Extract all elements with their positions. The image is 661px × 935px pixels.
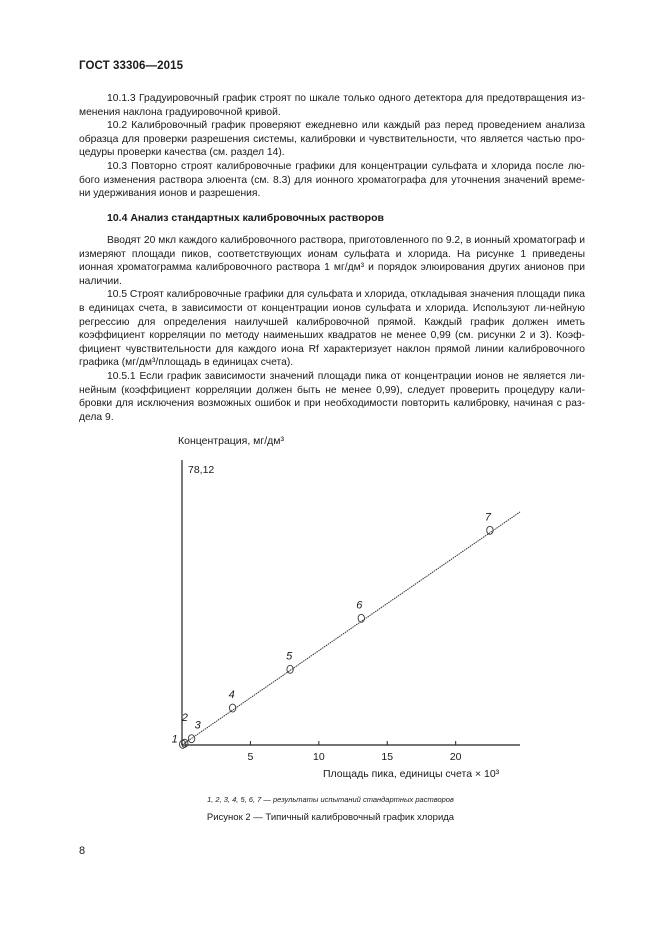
paragraph-10-5: 10.5 Строят калибровочные графики для сульфата и хлорида, откладывая значения площади пика в единицах счета, в зависимости от концентрации ионов сульфата и хлорида. Используют ли-нейную регрессию для определения наилучшей калибровочной прямой. Каждый график должен иметь коэффициент корреляции по методу наименьших квадратов не менее 0,99 (см. рисунки 2 и 3). Коэф-фициент чувствительности для каждого иона Rf характеризует наклон прямой линии калибровочного графика (мг/дм³/площадь в единицах счета). <box>79 289 585 369</box>
data-point-3 <box>188 735 194 743</box>
x-ticks <box>247 741 461 763</box>
paragraph-10-3: 10.3 Повторно строят калибровочные графики для концентрации сульфата и хлорида после лю-бого изменения раствора элюента (см. 8.3) для ионного хроматографа для уточнения значений време-ни удерживания ионов и разрешения. <box>79 160 585 200</box>
x-tick-label: 20 <box>449 751 462 763</box>
data-point-label-1: 1 <box>171 733 178 746</box>
figure-legend: 1, 2, 3, 4, 5, 6, 7 — результаты испытаний стандартных растворов <box>207 795 454 804</box>
calibration-line <box>182 512 520 745</box>
paragraph-10-2: 10.2 Калибровочный график проверяют ежедневно или каждый раз перед проведением анализа образца для проверки разрешения системы, калибровки и чувствительности, что является частью про-цедуры проверки качества (см. раздел 14). <box>79 120 585 159</box>
data-point-label-5: 5 <box>286 650 293 663</box>
x-tick-label: 5 <box>247 751 254 763</box>
document-header: ГОСТ 33306—2015 <box>79 60 184 72</box>
x-axis-label: Площадь пика, единицы счета × 10³ <box>323 768 500 780</box>
x-tick-label: 10 <box>312 751 325 763</box>
figure-caption: Рисунок 2 — Типичный калибровочный график хлорида <box>206 812 455 823</box>
data-point-label-6: 6 <box>356 599 363 612</box>
data-point-label-7: 7 <box>484 511 492 524</box>
y-axis-label: Концентрация, мг/дм³ <box>178 435 284 447</box>
text-block-bottom <box>79 234 585 424</box>
page-number: 8 <box>79 845 86 857</box>
data-point-6 <box>358 614 364 622</box>
text-block-top <box>79 92 585 201</box>
x-tick-label: 15 <box>381 751 394 763</box>
calibration-chart <box>0 430 661 790</box>
section-heading: 10.4 Анализ стандартных калибровочных растворов <box>107 212 384 224</box>
data-point-label-4: 4 <box>228 689 235 702</box>
data-points <box>172 511 493 748</box>
y-max-label: 78,12 <box>188 464 215 476</box>
paragraph-10-1-3: 10.1.3 Градуировочный график строят по шкале только одного детектора для предотвращения из-менения наклона градуировочной кривой. <box>79 93 585 118</box>
data-point-label-2: 2 <box>181 712 188 725</box>
data-point-label-3: 3 <box>194 719 201 732</box>
paragraph-10-5-1: 10.5.1 Если график зависимости значений площади пика от концентрации ионов не является ли-нейным (коэффициент корреляции должен быть не менее 0,99), следует проверить процедуру кали-бровки для исключения возможных ошибок и при необходимости повторить калибровку, начиная с раз-дела 9. <box>79 370 585 423</box>
paragraph-intro: Вводят 20 мкл каждого калибровочного раствора, приготовленного по 9.2, в ионный хроматограф и измеряют площади пиков, соответствующих ионам сульфата и хлорида. На рисунке 1 приведены ионная хроматограмма калибровочного раствора 1 мг/дм³ и порядок элюирования других анионов при наличии. <box>79 235 585 287</box>
